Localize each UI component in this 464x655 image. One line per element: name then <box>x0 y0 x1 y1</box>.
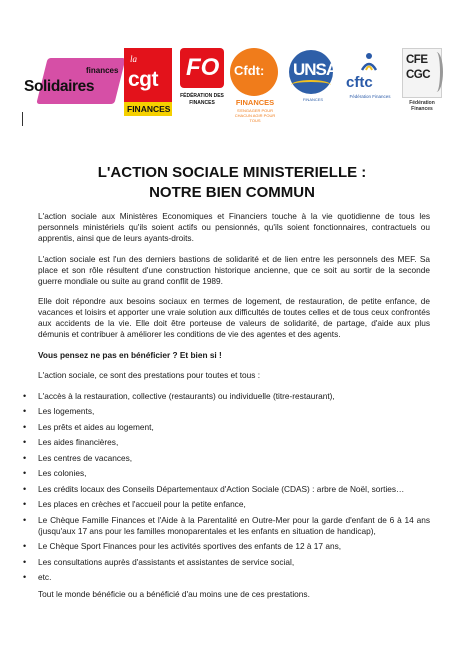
unsa-ring <box>291 80 331 90</box>
cgt-top: la <box>130 54 138 64</box>
list-item: • L'accès à la restauration, collective (restaurants) ou individuelle (titre-restaurant), <box>38 391 430 402</box>
closing-line: Tout le monde bénéficie ou a bénéficié d'au moins une de ces prestations. <box>38 589 310 599</box>
cftc-sub: Fédération Finances <box>349 94 391 99</box>
cgt-name: cgt <box>128 68 158 91</box>
unsa-finances-logo <box>289 50 337 110</box>
paragraph-history: L'action sociale est l'un des derniers bastions de solidarité et de lien entre les personnels des MEF. Sa place et son rôle résultent d'une construction historique ancienne, que ce soit au sortir de la seconde guerre mondiale ou suite au grand conflit de 1989. <box>38 253 430 286</box>
list-item: • Les prêts et aides au logement, <box>38 422 430 433</box>
cfecgc-sub: Fédération Finances <box>409 100 435 112</box>
cftc-symbol-icon <box>358 50 380 72</box>
list-item: • Les aides financières, <box>38 437 430 448</box>
list-item: • Les places en crèches et l'accueil pour la petite enfance, <box>38 499 430 510</box>
list-item: • Les consultations auprès d'assistants et assistantes de service social, <box>38 557 430 568</box>
document-body <box>38 211 430 610</box>
cfecgc-line1: CFE <box>406 54 428 66</box>
unsa-name: UNSA <box>293 60 338 79</box>
cfdt-finances-logo <box>230 48 280 123</box>
cfecgc-arc <box>430 52 443 92</box>
fo-name: FO <box>186 54 220 81</box>
document-title <box>0 163 464 203</box>
text-cursor-mark <box>22 112 23 126</box>
list-item: • etc. <box>38 572 430 583</box>
list-item: • Le Chèque Famille Finances et l'Aide à la Parentalité en Outre-Mer pour la garde d'enfant de 6 à 14 ans (jusqu'aux 17 ans pour les familles monoparentales et les enfants en situation de handicap), <box>38 515 430 537</box>
cfe-cgc-finances-logo <box>400 48 444 112</box>
list-item: • Le Chèque Sport Finances pour les activités sportives des enfants de 12 à 17 ans, <box>38 541 430 552</box>
solidaires-sub: finances <box>86 66 119 75</box>
union-logos-bar <box>24 48 444 123</box>
list-item: • Les centres de vacances, <box>38 453 430 464</box>
list-item: • Les crédits locaux des Conseils Départementaux d'Action Sociale (CDAS) : arbre de Noël, sorties… <box>38 484 430 495</box>
paragraph-mission: Elle doit répondre aux besoins sociaux en termes de logement, de restauration, de petite enfance, de vacances et loisirs et apporter une vraie solution aux difficultés de toutes celles et de tous ceux confrontés aux accidents de la vie. Elle doit être porteuse de valeurs de solidarité, de partage, d'aide aux plus démunis et contribuer à améliorer les conditions de vie des agentes et des agents. <box>38 296 430 339</box>
question-line: Vous pensez ne pas en bénéficier ? Et bien si ! <box>38 349 222 360</box>
cfdt-sub: FINANCES <box>235 98 275 107</box>
title-line-1: L'ACTION SOCIALE MINISTERIELLE : <box>97 164 367 181</box>
solidaires-finances-logo <box>24 58 124 108</box>
cgt-finances-logo <box>124 48 172 116</box>
unsa-sub: FINANCES <box>302 97 324 102</box>
fo-sub: FÉDÉRATION DES FINANCES <box>180 93 224 106</box>
cftc-finances-logo <box>344 50 396 110</box>
title-line-2: NOTRE BIEN COMMUN <box>149 184 315 201</box>
solidaires-name: Solidaires <box>24 78 95 95</box>
cftc-name: cftc <box>346 74 373 91</box>
paragraph-intro: L'action sociale aux Ministères Economiques et Financiers touche à la vie quotidienne de tous les personnels ministériels qu'ils soient actifs ou pensionnés, qu'ils soient fonctionnaires, contractuels ou apprentis, ainsi que de leurs ayants-droits. <box>38 211 430 243</box>
cfdt-tagline: S'ENGAGER POUR CHACUN AGIR POUR TOUS <box>234 108 276 123</box>
cfecgc-line2: CGC <box>406 69 431 81</box>
cfdt-name: Cfdt: <box>234 63 265 78</box>
benefits-list <box>38 391 430 584</box>
fo-finances-logo <box>180 48 224 118</box>
list-intro: L'action sociale, ce sont des prestations pour toutes et tous : <box>38 370 261 380</box>
cgt-sub: FINANCES <box>127 104 171 114</box>
list-item: • Les logements, <box>38 406 430 417</box>
list-item: • Les colonies, <box>38 468 430 479</box>
